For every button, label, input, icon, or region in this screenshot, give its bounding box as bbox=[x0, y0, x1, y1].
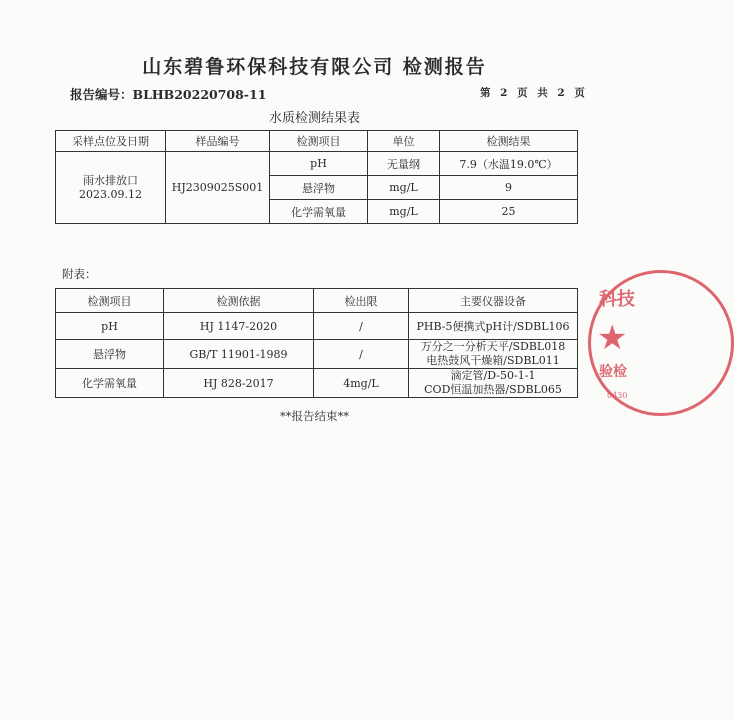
seal-number: 0430 bbox=[607, 391, 628, 400]
page-number: 第 2 页 共 2 页 bbox=[480, 87, 588, 99]
results-table bbox=[55, 130, 578, 224]
test-basis: HJ 1147-2020 bbox=[164, 313, 314, 340]
header-test-basis: 检测依据 bbox=[164, 289, 314, 313]
table-row bbox=[56, 152, 578, 176]
seal-text-top: 科技 bbox=[599, 289, 635, 310]
test-item: 化学需氧量 bbox=[56, 369, 164, 398]
equipment-line: 滴定管/D-50-1-1 bbox=[450, 369, 536, 382]
detection-limit: / bbox=[314, 313, 409, 340]
result: 7.9（水温19.0℃） bbox=[440, 152, 578, 176]
result: 25 bbox=[440, 200, 578, 224]
equipment bbox=[409, 369, 578, 398]
unit: 无量纲 bbox=[368, 152, 440, 176]
sampling-point-cell bbox=[56, 152, 166, 224]
table-row bbox=[56, 340, 578, 369]
report-number: 报告编号：BLHB20220708-11 bbox=[70, 87, 267, 102]
equipment-line: 电热鼓风干燥箱/SDBL011 bbox=[426, 354, 560, 367]
results-header-row bbox=[56, 131, 578, 152]
result: 9 bbox=[440, 176, 578, 200]
sample-id: HJ2309025S001 bbox=[166, 152, 270, 224]
header-equipment: 主要仪器设备 bbox=[409, 289, 578, 313]
appendix-header-row bbox=[56, 289, 578, 313]
equipment: PHB-5便携式pH计/SDBL106 bbox=[409, 313, 578, 340]
header-sample-id: 样品编号 bbox=[166, 131, 270, 152]
equipment-line: COD恒温加热器/SDBL065 bbox=[424, 383, 562, 396]
report-title: 山东碧鲁环保科技有限公司 检测报告 bbox=[142, 56, 487, 78]
test-item: 悬浮物 bbox=[56, 340, 164, 369]
header-detection-limit: 检出限 bbox=[314, 289, 409, 313]
official-seal bbox=[588, 270, 734, 416]
star-icon: ★ bbox=[597, 318, 628, 358]
report-end-marker: **报告结束** bbox=[280, 409, 349, 423]
seal-text-mid: 验检 bbox=[599, 364, 627, 380]
header-test-item: 检测项目 bbox=[56, 289, 164, 313]
appendix-table bbox=[55, 288, 578, 398]
equipment bbox=[409, 340, 578, 369]
header-sampling-point: 采样点位及日期 bbox=[56, 131, 166, 152]
detection-limit: / bbox=[314, 340, 409, 369]
test-item: pH bbox=[270, 152, 368, 176]
appendix-label: 附表： bbox=[62, 267, 97, 281]
header-result: 检测结果 bbox=[440, 131, 578, 152]
sampling-date: 2023.09.12 bbox=[79, 187, 142, 201]
test-basis: HJ 828-2017 bbox=[164, 369, 314, 398]
header-test-item: 检测项目 bbox=[270, 131, 368, 152]
equipment-line: 万分之一分析天平/SDBL018 bbox=[420, 340, 566, 353]
test-item: 化学需氧量 bbox=[270, 200, 368, 224]
test-item: 悬浮物 bbox=[270, 176, 368, 200]
test-basis: GB/T 11901-1989 bbox=[164, 340, 314, 369]
unit: mg/L bbox=[368, 200, 440, 224]
unit: mg/L bbox=[368, 176, 440, 200]
results-table-caption: 水质检测结果表 bbox=[268, 111, 360, 126]
table-row bbox=[56, 369, 578, 398]
test-item: pH bbox=[56, 313, 164, 340]
table-row bbox=[56, 313, 578, 340]
sampling-point: 雨水排放口 bbox=[83, 173, 138, 187]
header-unit: 单位 bbox=[368, 131, 440, 152]
detection-limit: 4mg/L bbox=[314, 369, 409, 398]
